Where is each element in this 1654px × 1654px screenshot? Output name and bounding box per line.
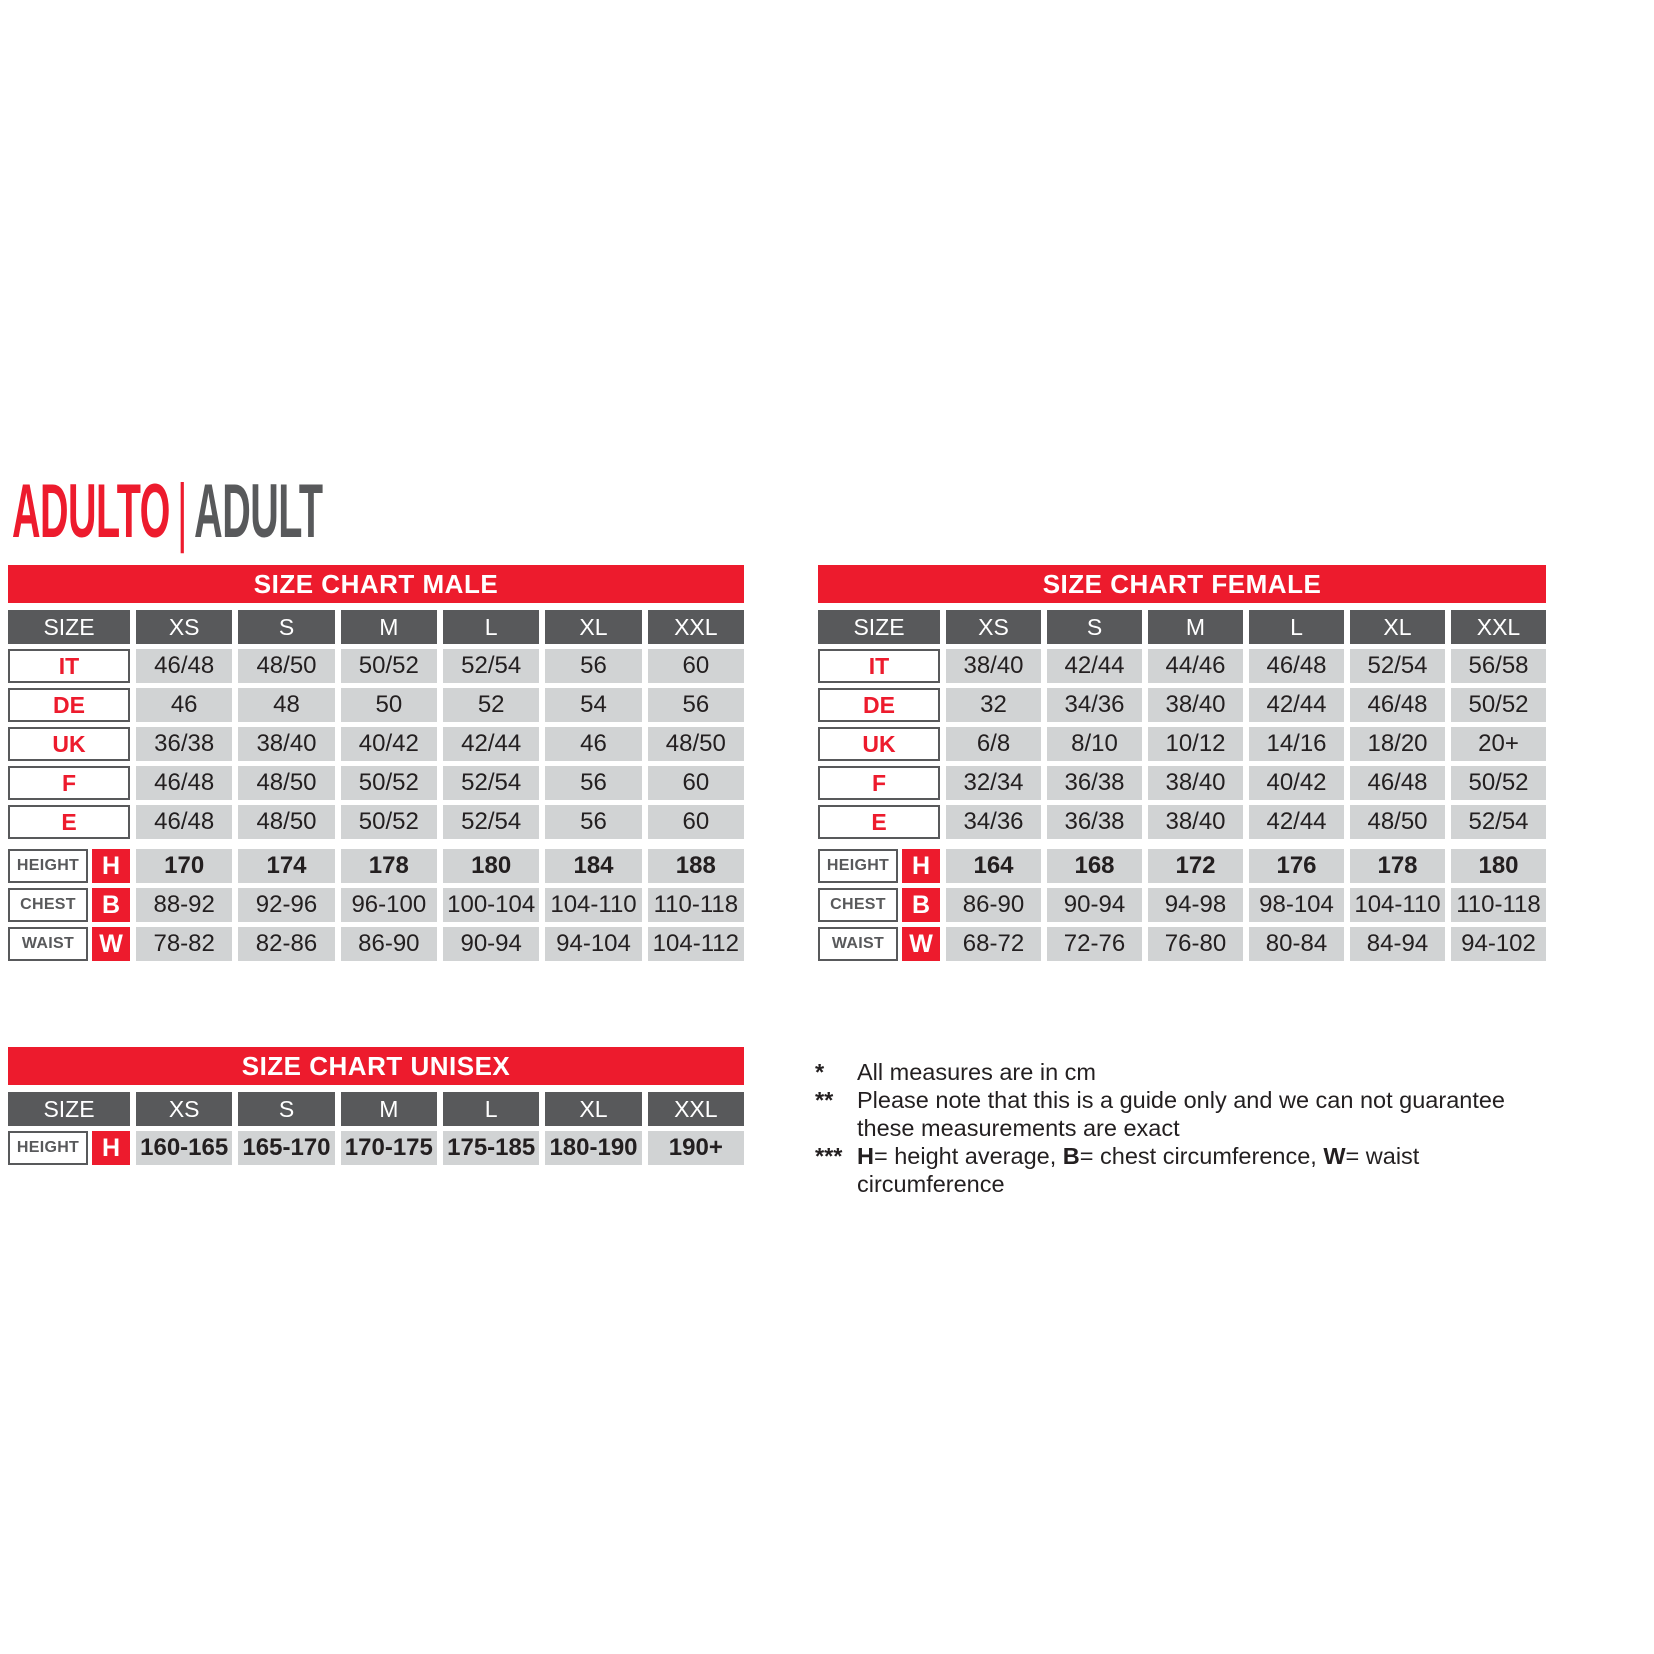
male-measure-name-height: HEIGHT (8, 849, 88, 883)
unisex-height-value-m: 170-175 (341, 1131, 437, 1165)
male-chest-value-m: 96-100 (341, 888, 437, 922)
male-f-value-xxl: 60 (648, 766, 744, 800)
female-row-waist (818, 927, 1546, 961)
male-row-it (8, 649, 744, 683)
male-uk-value-l: 42/44 (443, 727, 539, 761)
male-height-value-s: 174 (238, 849, 334, 883)
female-measure-label-waist (818, 927, 940, 961)
male-de-value-xs: 46 (136, 688, 232, 722)
female-measure-name-waist: WAIST (818, 927, 898, 961)
female-uk-value-xs: 6/8 (946, 727, 1041, 761)
male-waist-value-m: 86-90 (341, 927, 437, 961)
female-row-de (818, 688, 1546, 722)
size-chart-female-grid (818, 610, 1546, 961)
male-row-e (8, 805, 744, 839)
footnote-2 (815, 1086, 1565, 1142)
male-height-value-xl: 184 (545, 849, 641, 883)
male-f-value-l: 52/54 (443, 766, 539, 800)
male-e-value-m: 50/52 (341, 805, 437, 839)
footnote-line: H= height average, B= chest circumference, W= waist circumference (857, 1143, 1420, 1197)
female-uk-value-l: 14/16 (1249, 727, 1344, 761)
unisex-height-value-xs: 160-165 (136, 1131, 232, 1165)
female-e-value-m: 38/40 (1148, 805, 1243, 839)
size-chart-male-banner: SIZE CHART MALE (8, 565, 744, 603)
male-it-value-m: 50/52 (341, 649, 437, 683)
male-height-value-m: 178 (341, 849, 437, 883)
male-column-header-s: S (238, 610, 334, 644)
page-title-primary: ADULTO (12, 469, 170, 554)
male-it-value-xxl: 60 (648, 649, 744, 683)
female-row-height (818, 849, 1546, 883)
female-e-value-xxl: 52/54 (1451, 805, 1546, 839)
unisex-measure-letter-h: H (92, 1131, 130, 1165)
unisex-height-value-xl: 180-190 (545, 1131, 641, 1165)
male-e-value-xl: 56 (545, 805, 641, 839)
female-it-value-s: 42/44 (1047, 649, 1142, 683)
male-measure-letter-h: H (92, 849, 130, 883)
female-de-value-m: 38/40 (1148, 688, 1243, 722)
unisex-column-header-l: L (443, 1092, 539, 1126)
footnote-marker-2: ** (815, 1087, 834, 1113)
unisex-measure-name-height: HEIGHT (8, 1131, 88, 1165)
female-de-value-s: 34/36 (1047, 688, 1142, 722)
footnote-bold-term: B (1062, 1143, 1080, 1169)
male-chest-value-l: 100-104 (443, 888, 539, 922)
footnote-text-3 (857, 1142, 1565, 1198)
unisex-height-value-s: 165-170 (238, 1131, 334, 1165)
female-de-value-xxl: 50/52 (1451, 688, 1546, 722)
male-row-f (8, 766, 744, 800)
female-row-label-de: DE (818, 688, 940, 722)
female-height-value-s: 168 (1047, 849, 1142, 883)
male-chest-value-xl: 104-110 (545, 888, 641, 922)
female-chest-value-s: 90-94 (1047, 888, 1142, 922)
male-chest-value-xs: 88-92 (136, 888, 232, 922)
female-e-value-xs: 34/36 (946, 805, 1041, 839)
female-f-value-xxl: 50/52 (1451, 766, 1546, 800)
female-waist-value-xs: 68-72 (946, 927, 1041, 961)
male-column-header-xl: XL (545, 610, 641, 644)
female-f-value-l: 40/42 (1249, 766, 1344, 800)
male-row-label-f: F (8, 766, 130, 800)
footnotes (815, 1058, 1565, 1198)
male-column-header-m: M (341, 610, 437, 644)
page-title-secondary: ADULT (194, 469, 323, 554)
female-measure-label-chest (818, 888, 940, 922)
male-column-header-l: L (443, 610, 539, 644)
male-f-value-m: 50/52 (341, 766, 437, 800)
male-de-value-m: 50 (341, 688, 437, 722)
unisex-column-header-xs: XS (136, 1092, 232, 1126)
male-column-header-xxl: XXL (648, 610, 744, 644)
female-measure-letter-w: W (902, 927, 940, 961)
page-title (12, 468, 323, 555)
male-row-label-de: DE (8, 688, 130, 722)
female-measure-label-height (818, 849, 940, 883)
male-f-value-s: 48/50 (238, 766, 334, 800)
male-measure-letter-w: W (92, 927, 130, 961)
male-measure-letter-b: B (92, 888, 130, 922)
female-it-value-xxl: 56/58 (1451, 649, 1546, 683)
female-row-label-it: IT (818, 649, 940, 683)
female-uk-value-xl: 18/20 (1350, 727, 1445, 761)
male-measure-label-chest (8, 888, 130, 922)
unisex-height-value-xxl: 190+ (648, 1131, 744, 1165)
female-chest-value-m: 94-98 (1148, 888, 1243, 922)
unisex-row-height (8, 1131, 744, 1165)
female-row-uk (818, 727, 1546, 761)
footnote-text-2 (857, 1086, 1565, 1142)
male-uk-value-xs: 36/38 (136, 727, 232, 761)
female-row-f (818, 766, 1546, 800)
unisex-column-header-m: M (341, 1092, 437, 1126)
male-e-value-xs: 46/48 (136, 805, 232, 839)
male-uk-value-xxl: 48/50 (648, 727, 744, 761)
unisex-column-header-xl: XL (545, 1092, 641, 1126)
footnote-marker-3: *** (815, 1143, 843, 1169)
female-row-it (818, 649, 1546, 683)
male-it-value-l: 52/54 (443, 649, 539, 683)
female-size-header-cell: SIZE (818, 610, 940, 644)
female-f-value-s: 36/38 (1047, 766, 1142, 800)
female-row-label-uk: UK (818, 727, 940, 761)
female-chest-value-xxl: 110-118 (1451, 888, 1546, 922)
footnote-3 (815, 1142, 1565, 1198)
female-it-value-xl: 52/54 (1350, 649, 1445, 683)
female-waist-value-xxl: 94-102 (1451, 927, 1546, 961)
male-waist-value-l: 90-94 (443, 927, 539, 961)
male-row-height (8, 849, 744, 883)
male-de-value-s: 48 (238, 688, 334, 722)
female-column-header-xs: XS (946, 610, 1041, 644)
female-measure-letter-h: H (902, 849, 940, 883)
male-height-value-xxl: 188 (648, 849, 744, 883)
male-row-uk (8, 727, 744, 761)
female-e-value-s: 36/38 (1047, 805, 1142, 839)
male-size-header-cell: SIZE (8, 610, 130, 644)
female-measure-name-chest: CHEST (818, 888, 898, 922)
male-row-chest (8, 888, 744, 922)
female-measure-letter-b: B (902, 888, 940, 922)
female-uk-value-m: 10/12 (1148, 727, 1243, 761)
male-row-label-it: IT (8, 649, 130, 683)
female-de-value-l: 42/44 (1249, 688, 1344, 722)
unisex-column-header-s: S (238, 1092, 334, 1126)
footnote-line: these measurements are exact (857, 1115, 1180, 1141)
female-e-value-l: 42/44 (1249, 805, 1344, 839)
footnote-marker-1: * (815, 1059, 825, 1085)
female-row-e (818, 805, 1546, 839)
male-row-label-e: E (8, 805, 130, 839)
unisex-column-header-xxl: XXL (648, 1092, 744, 1126)
male-e-value-xxl: 60 (648, 805, 744, 839)
male-measure-name-chest: CHEST (8, 888, 88, 922)
male-measure-label-height (8, 849, 130, 883)
female-waist-value-m: 76-80 (1148, 927, 1243, 961)
male-f-value-xl: 56 (545, 766, 641, 800)
page-title-separator: | (177, 469, 187, 554)
female-height-value-m: 172 (1148, 849, 1243, 883)
footnote-text-1 (857, 1058, 1565, 1086)
female-column-header-l: L (1249, 610, 1344, 644)
male-chest-value-s: 92-96 (238, 888, 334, 922)
male-row-label-uk: UK (8, 727, 130, 761)
male-it-value-xl: 56 (545, 649, 641, 683)
female-row-chest (818, 888, 1546, 922)
male-e-value-s: 48/50 (238, 805, 334, 839)
size-chart-male (8, 565, 744, 961)
female-header-row (818, 610, 1546, 644)
male-waist-value-xxl: 104-112 (648, 927, 744, 961)
male-waist-value-s: 82-86 (238, 927, 334, 961)
male-column-header-xs: XS (136, 610, 232, 644)
male-header-row (8, 610, 744, 644)
female-de-value-xs: 32 (946, 688, 1041, 722)
female-uk-value-xxl: 20+ (1451, 727, 1546, 761)
unisex-measure-label-height (8, 1131, 130, 1165)
size-chart-unisex (8, 1047, 744, 1165)
male-de-value-xl: 54 (545, 688, 641, 722)
female-it-value-m: 44/46 (1148, 649, 1243, 683)
female-row-label-f: F (818, 766, 940, 800)
footnote-bold-term: H (857, 1143, 874, 1169)
footnote-1 (815, 1058, 1565, 1086)
male-uk-value-s: 38/40 (238, 727, 334, 761)
female-column-header-s: S (1047, 610, 1142, 644)
female-it-value-xs: 38/40 (946, 649, 1041, 683)
male-measure-name-waist: WAIST (8, 927, 88, 961)
male-it-value-xs: 46/48 (136, 649, 232, 683)
male-measure-label-waist (8, 927, 130, 961)
male-height-value-l: 180 (443, 849, 539, 883)
size-chart-male-grid (8, 610, 744, 961)
female-waist-value-l: 80-84 (1249, 927, 1344, 961)
footnote-line: All measures are in cm (857, 1059, 1096, 1085)
female-f-value-m: 38/40 (1148, 766, 1243, 800)
female-f-value-xs: 32/34 (946, 766, 1041, 800)
male-height-value-xs: 170 (136, 849, 232, 883)
female-measure-name-height: HEIGHT (818, 849, 898, 883)
female-e-value-xl: 48/50 (1350, 805, 1445, 839)
female-chest-value-xl: 104-110 (1350, 888, 1445, 922)
male-f-value-xs: 46/48 (136, 766, 232, 800)
male-uk-value-xl: 46 (545, 727, 641, 761)
size-chart-female-banner: SIZE CHART FEMALE (818, 565, 1546, 603)
female-chest-value-l: 98-104 (1249, 888, 1344, 922)
female-row-label-e: E (818, 805, 940, 839)
male-row-waist (8, 927, 744, 961)
size-chart-unisex-banner: SIZE CHART UNISEX (8, 1047, 744, 1085)
female-waist-value-s: 72-76 (1047, 927, 1142, 961)
female-uk-value-s: 8/10 (1047, 727, 1142, 761)
male-waist-value-xl: 94-104 (545, 927, 641, 961)
female-column-header-m: M (1148, 610, 1243, 644)
female-chest-value-xs: 86-90 (946, 888, 1041, 922)
footnote-line: Please note that this is a guide only and we can not guarantee (857, 1087, 1506, 1113)
male-row-de (8, 688, 744, 722)
male-waist-value-xs: 78-82 (136, 927, 232, 961)
male-uk-value-m: 40/42 (341, 727, 437, 761)
female-de-value-xl: 46/48 (1350, 688, 1445, 722)
unisex-size-header-cell: SIZE (8, 1092, 130, 1126)
female-waist-value-xl: 84-94 (1350, 927, 1445, 961)
female-f-value-xl: 46/48 (1350, 766, 1445, 800)
unisex-header-row (8, 1092, 744, 1126)
female-height-value-xs: 164 (946, 849, 1041, 883)
female-height-value-l: 176 (1249, 849, 1344, 883)
female-height-value-xxl: 180 (1451, 849, 1546, 883)
female-column-header-xl: XL (1350, 610, 1445, 644)
unisex-height-value-l: 175-185 (443, 1131, 539, 1165)
male-it-value-s: 48/50 (238, 649, 334, 683)
male-e-value-l: 52/54 (443, 805, 539, 839)
female-it-value-l: 46/48 (1249, 649, 1344, 683)
footnote-bold-term: W (1323, 1143, 1346, 1169)
female-height-value-xl: 178 (1350, 849, 1445, 883)
male-de-value-xxl: 56 (648, 688, 744, 722)
male-chest-value-xxl: 110-118 (648, 888, 744, 922)
size-chart-unisex-grid (8, 1092, 744, 1165)
size-chart-female (818, 565, 1546, 961)
male-de-value-l: 52 (443, 688, 539, 722)
female-column-header-xxl: XXL (1451, 610, 1546, 644)
